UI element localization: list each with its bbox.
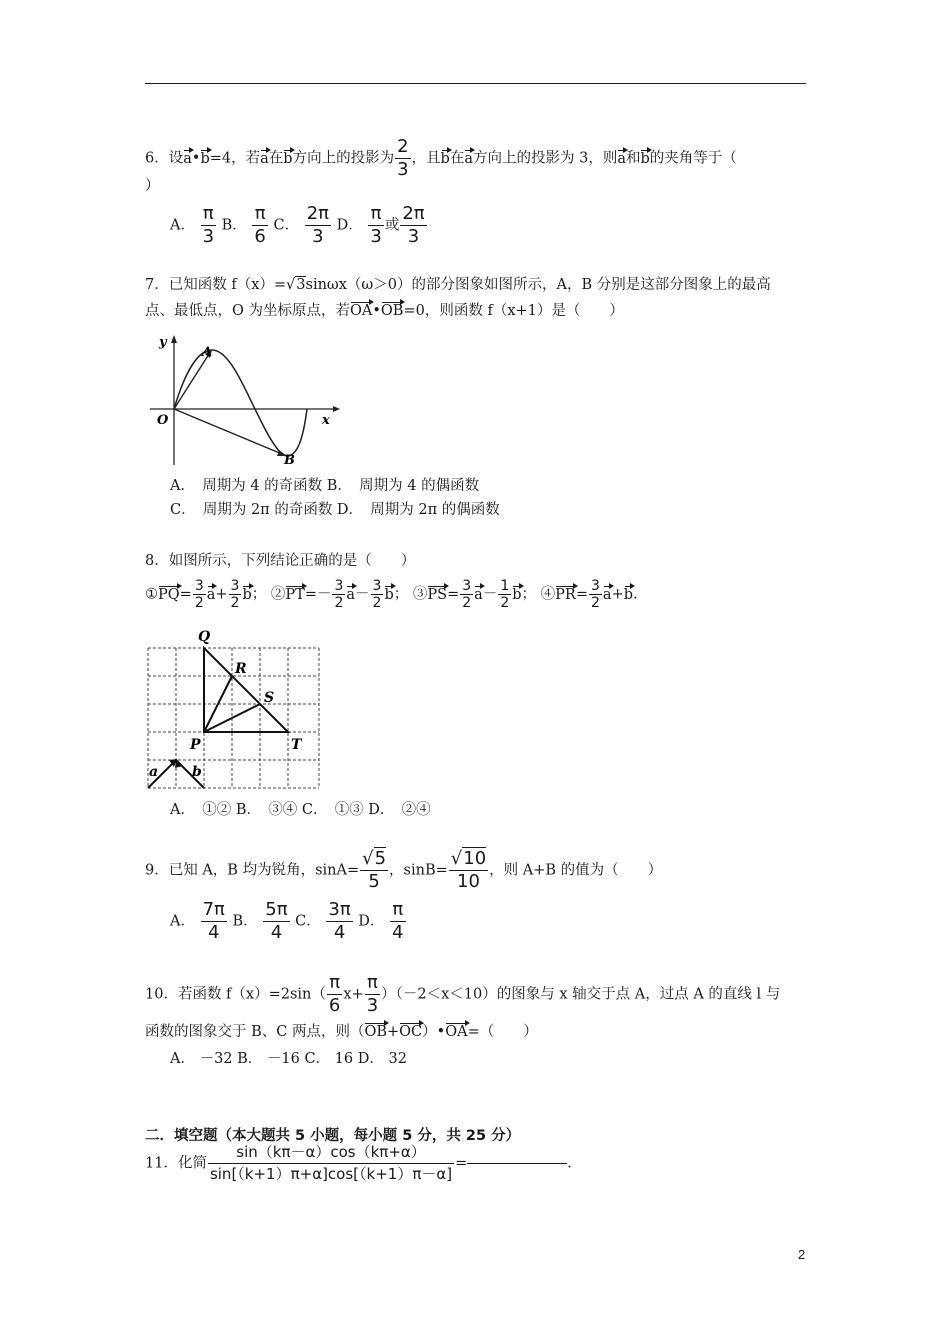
vector-a: a bbox=[260, 150, 269, 167]
question-8-options: A． ①② B． ③④ C． ①③ D． ②④ bbox=[170, 802, 431, 818]
question-9-options: A． $\frac{7\pi}{4}$ B． $\frac{5\pi}{4}$ C． $\frac{3\pi}{4}$ D． $\frac{\pi}{4}$ bbox=[170, 899, 404, 943]
vector-b: b bbox=[512, 586, 522, 603]
vector-oa: OA bbox=[350, 303, 373, 319]
question-9: 9．已知 A，B 均为锐角，sinA= $\frac{√5}{5}$ ，sinB= $\frac{√10}{10}$ ，则 A+B 的值为（ ） bbox=[145, 848, 663, 892]
point-r-label: R bbox=[235, 661, 247, 677]
fraction: $\frac{\pi}{3}$ bbox=[366, 972, 379, 1016]
sine-graph bbox=[145, 330, 345, 470]
question-7-line-2: 点、最低点，O 为坐标原点，若OA•OB=0，则函数 f（x+1）是（ ） bbox=[145, 303, 624, 319]
vector-a: a bbox=[602, 586, 612, 603]
question-6: 6．设a•b=4，若a在b方向上的投影为 $\frac{2}{3}$ ，且b在a方向上的投影为 3，则a和b的夹角等于（ bbox=[145, 136, 737, 180]
vector-a: a bbox=[183, 150, 192, 167]
option-fraction: $\frac{3\pi}{4}$ bbox=[328, 899, 351, 943]
point-b-label: B bbox=[284, 453, 295, 468]
vector-oa: OA bbox=[445, 1024, 468, 1040]
option-fraction: $\frac{7\pi}{4}$ bbox=[202, 899, 225, 943]
vector-b: b bbox=[440, 150, 450, 167]
q11-fraction: $\frac{\sin(k\pi-\alpha)\cos(k\pi+\alpha)}{\sin[(k+1)\pi+\alpha]\cos[(k+1)\pi-\alpha]}$ bbox=[209, 1143, 453, 1183]
fraction: $\frac{3}{2}$ bbox=[230, 578, 240, 611]
vector-ob: OB bbox=[380, 303, 404, 319]
option-fraction: $\frac{\pi}{3}$ bbox=[202, 203, 215, 247]
question-7-line-1: 7．已知函数 f（x）=√3sinωx（ω＞0）的部分图象如图所示，A，B 分别是这部分图象上的最高 bbox=[145, 277, 771, 293]
point-a-label: A bbox=[202, 345, 213, 360]
vector-oc: OC bbox=[399, 1024, 423, 1040]
question-8-conclusions: ①PQ= $\frac{3}{2}$ a+ $\frac{3}{2}$ b； ②PT=－ $\frac{3}{2}$ a－ $\frac{3}{2}$ b； ③PS= $\frac{3}{2}$ a－ $\frac{1}{2}$ b； ④PR= $\frac{3}{2}$ a+b. bbox=[145, 578, 638, 611]
vector-b: b bbox=[200, 150, 210, 167]
vector-pt: PT bbox=[285, 586, 305, 603]
point-s-label: S bbox=[264, 690, 275, 706]
question-8-stem: 8．如图所示，下列结论正确的是（ ） bbox=[145, 553, 416, 569]
fraction: $\frac{3}{2}$ bbox=[334, 578, 344, 611]
question-6-options: A． $\frac{\pi}{3}$ B． $\frac{\pi}{6}$ C． $\frac{2\pi}{3}$ D． $\frac{\pi}{3}$ 或 $\frac{2\pi}{3}$ bbox=[170, 203, 425, 247]
option-fraction: $\frac{\pi}{3}$ bbox=[370, 203, 382, 247]
fraction: $\frac{2}{3}$ bbox=[397, 136, 409, 180]
point-p-label: P bbox=[190, 737, 201, 753]
header-rule bbox=[145, 83, 806, 84]
vector-b: b bbox=[640, 150, 650, 167]
question-10-line-1: 10．若函数 f（x）=2sin（ $\frac{\pi}{6}$ x+ $\frac{\pi}{3}$ ）（－2＜x＜10）的图象与 x 轴交于点 A，过点 A 的直线 l 与 bbox=[145, 972, 781, 1016]
question-10-options: A． －32 B． －16 C． 16 D． 32 bbox=[170, 1051, 407, 1067]
vector-ps: PS bbox=[427, 586, 448, 603]
vector-pq: PQ bbox=[158, 586, 180, 603]
vector-a: a bbox=[617, 150, 626, 167]
option-fraction: $\frac{5\pi}{4}$ bbox=[265, 899, 288, 943]
vector-ob: OB bbox=[364, 1024, 388, 1040]
question-10-line-2: 函数的图象交于 B、C 两点，则（OB+OC）•OA=（ ） bbox=[145, 1024, 538, 1040]
page-number: 2 bbox=[798, 1247, 806, 1262]
vector-a: a bbox=[474, 586, 483, 603]
fraction: $\frac{\pi}{6}$ bbox=[328, 972, 341, 1016]
fraction: $\frac{√5}{5}$ bbox=[362, 848, 387, 892]
point-q-label: Q bbox=[198, 629, 211, 645]
vector-a-label: a bbox=[149, 764, 159, 780]
section-heading: 二．填空题（本大题共 5 小题，每小题 5 分，共 25 分） bbox=[145, 1128, 521, 1144]
vector-b-label: b bbox=[192, 764, 202, 780]
fraction: $\frac{1}{2}$ bbox=[500, 578, 510, 611]
option-fraction: $\frac{2\pi}{3}$ bbox=[306, 203, 329, 247]
y-axis-label: y bbox=[159, 335, 167, 350]
fraction: $\frac{3}{2}$ bbox=[194, 578, 204, 611]
fraction: $\frac{3}{2}$ bbox=[590, 578, 600, 611]
option-fraction: $\frac{2\pi}{3}$ bbox=[402, 203, 425, 247]
vector-b: b bbox=[384, 586, 394, 603]
question-7-options-ab: A． 周期为 4 的奇函数 B． 周期为 4 的偶函数 bbox=[170, 478, 480, 494]
vector-a: a bbox=[206, 586, 216, 603]
origin-label: O bbox=[157, 413, 169, 428]
option-fraction: $\frac{\pi}{6}$ bbox=[254, 203, 266, 247]
vector-a: a bbox=[346, 586, 356, 603]
vector-a: a bbox=[464, 150, 473, 167]
question-7-options-cd: C． 周期为 2π 的奇函数 D． 周期为 2π 的偶函数 bbox=[170, 502, 500, 518]
option-fraction: $\frac{\pi}{4}$ bbox=[392, 899, 404, 943]
vector-b: b bbox=[242, 586, 252, 603]
x-axis-label: x bbox=[322, 413, 330, 428]
fraction: $\frac{√10}{10}$ bbox=[450, 848, 487, 892]
question-6-close: ） bbox=[145, 178, 160, 194]
question-11: 11．化简 $\frac{\sin(k\pi-\alpha)\cos(k\pi+\alpha)}{\sin[(k+1)\pi+\alpha]\cos[(k+1)\pi-\alpha]}$ = ． bbox=[145, 1143, 582, 1183]
grid-diagram bbox=[145, 625, 325, 795]
vector-b: b bbox=[623, 586, 634, 603]
vector-b: b bbox=[283, 150, 293, 167]
fraction: $\frac{3}{2}$ bbox=[372, 578, 382, 611]
vector-pr: PR bbox=[555, 586, 576, 603]
point-t-label: T bbox=[291, 737, 302, 753]
answer-blank[interactable] bbox=[467, 1163, 567, 1164]
fraction: $\frac{3}{2}$ bbox=[462, 578, 472, 611]
